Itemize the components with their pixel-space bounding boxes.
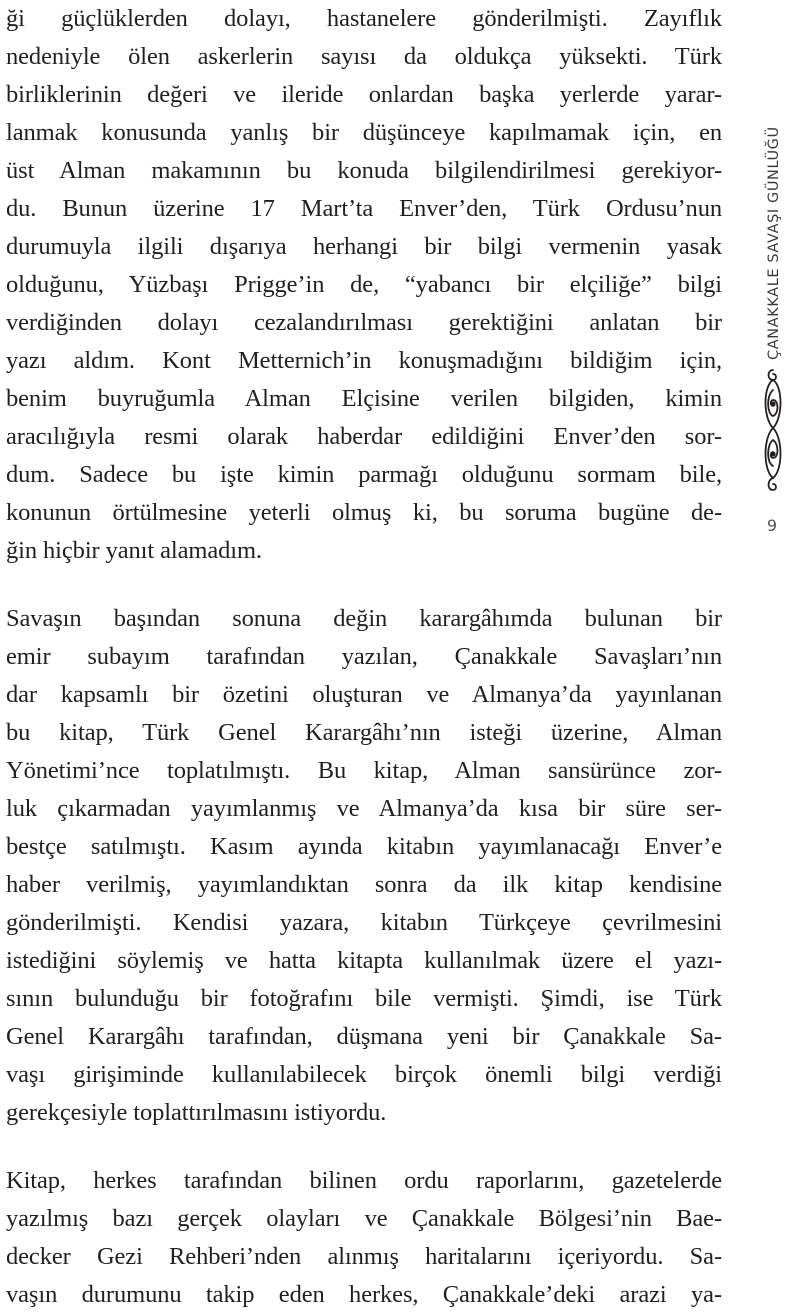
text-line: benim buyruğumla Alman Elçisine verilen bilgiden, kimin: [6, 385, 722, 412]
paragraph-1: [6, 0, 722, 570]
text-line: verdiğinden dolayı cezalandırılması gerektiğini anlatan bir: [6, 309, 722, 336]
text-line: Savaşın başından sonuna değin karargâhımda bulunan bir: [6, 605, 722, 632]
text-line: emir subayım tarafından yazılan, Çanakkale Savaşları’nın: [6, 643, 722, 670]
text-line: birliklerinin değeri ve ileride onlardan başka yerlerde yarar-: [6, 81, 722, 108]
text-line: olduğunu, Yüzbaşı Prigge’in de, “yabancı bir elçiliğe” bilgi: [6, 271, 722, 298]
text-line: gönderilmişti. Kendisi yazara, kitabın Türkçeye çevrilmesini: [6, 909, 722, 936]
text-line: yazı aldım. Kont Metternich’in konuşmadığını bildiğim için,: [6, 347, 722, 374]
text-line: nedeniyle ölen askerlerin sayısı da oldukça yüksekti. Türk: [6, 43, 722, 70]
page-body: [6, 0, 722, 1314]
text-line: Genel Karargâhı tarafından, düşmana yeni bir Çanakkale Sa-: [6, 1023, 722, 1050]
page-number: 9: [766, 516, 778, 535]
text-line: dar kapsamlı bir özetini oluşturan ve Almanya’da yayınlanan: [6, 681, 722, 708]
text-line: vaşı girişiminde kullanılabilecek birçok önemli bilgi verdiği: [6, 1061, 722, 1088]
text-line: du. Bunun üzerine 17 Mart’ta Enver’den, Türk Ordusu’nun: [6, 195, 722, 222]
text-line: haber verilmiş, yayımlandıktan sonra da ilk kitap kendisine: [6, 871, 722, 898]
text-line: dum. Sadece bu işte kimin parmağı olduğunu sormam bile,: [6, 461, 722, 488]
text-line: Kitap, herkes tarafından bilinen ordu raporlarını, gazetelerde: [6, 1167, 722, 1194]
text-line: Yönetimi’nce toplatılmıştı. Bu kitap, Alman sansürünce zor-: [6, 757, 722, 784]
text-line: gerekçesiyle toplattırılmasını istiyordu.: [6, 1099, 387, 1126]
text-line: konunun örtülmesine yeterli olmuş ki, bu soruma bugüne de-: [6, 499, 722, 526]
page-margin-sidebar: [752, 70, 792, 590]
text-line: istediğini söylemiş ve hatta kitapta kullanılmak üzere el yazı-: [6, 947, 722, 974]
text-line: luk çıkarmadan yayımlanmış ve Almanya’da kısa bir süre ser-: [6, 795, 722, 822]
text-line: decker Gezi Rehberi’nden alınmış haritalarını içeriyordu. Sa-: [6, 1243, 722, 1270]
text-line: üst Alman makamının bu konuda bilgilendirilmesi gerekiyor-: [6, 157, 722, 184]
text-line: bestçe satılmıştı. Kasım ayında kitabın yayımlanacağı Enver’e: [6, 833, 722, 860]
text-line: vaşın durumunu takip eden herkes, Çanakkale’deki arazi ya-: [6, 1281, 722, 1308]
text-line: yazılmış bazı gerçek olayları ve Çanakkale Bölgesi’nin Bae-: [6, 1205, 722, 1232]
text-line: lanmak konusunda yanlış bir düşünceye kapılmamak için, en: [6, 119, 722, 146]
running-title: ÇANAKKALE SAVAŞI GÜNLÜĞÜ: [766, 126, 782, 360]
paragraph-2: [6, 600, 722, 1132]
paragraph-3: [6, 1162, 722, 1314]
text-line: ğin hiçbir yanıt alamadım.: [6, 537, 262, 564]
text-line: sının bulunduğu bir fotoğrafını bile vermişti. Şimdi, ise Türk: [6, 985, 722, 1012]
scroll-ornament-icon: [761, 366, 785, 496]
text-line: bu kitap, Türk Genel Karargâhı’nın isteği üzerine, Alman: [6, 719, 722, 746]
text-line: ği güçlüklerden dolayı, hastanelere gönderilmişti. Zayıflık: [6, 5, 722, 32]
text-line: durumuyla ilgili dışarıya herhangi bir bilgi vermenin yasak: [6, 233, 722, 260]
text-line: aracılığıyla resmi olarak haberdar edildiğini Enver’den sor-: [6, 423, 722, 450]
